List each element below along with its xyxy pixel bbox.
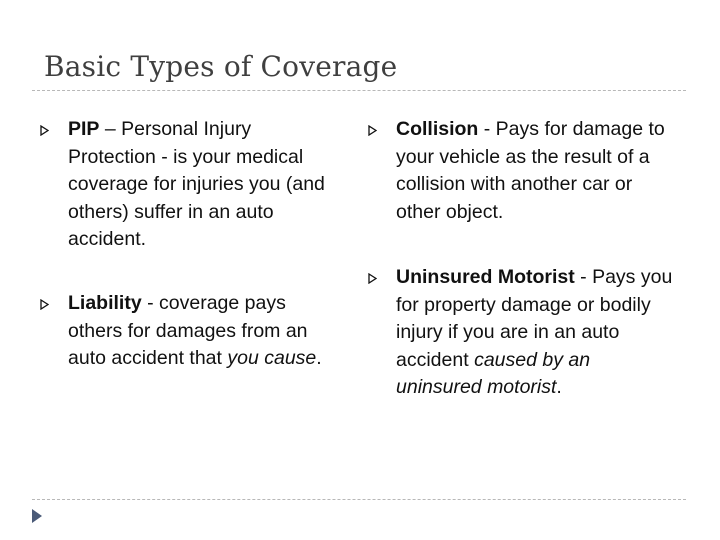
bullet-text xyxy=(396,264,680,402)
bullet-pip xyxy=(40,116,340,254)
bullet-text xyxy=(68,116,340,254)
bullet-text xyxy=(396,116,680,226)
bullet-description-end: . xyxy=(316,347,322,369)
play-nav-icon[interactable] xyxy=(31,508,43,529)
bullet-uninsured-motorist xyxy=(368,264,680,402)
bullet-arrow-icon xyxy=(40,116,68,136)
bullet-description: – Personal Injury Protection - is your medical coverage for injuries you (and others) suffer in an auto accident. xyxy=(68,118,325,250)
bullet-term: Liability xyxy=(68,292,142,314)
bullet-arrow-icon xyxy=(368,264,396,284)
bullet-emphasis: you cause xyxy=(227,347,317,369)
bullet-arrow-icon xyxy=(368,116,396,136)
bullet-collision xyxy=(368,116,680,226)
title-divider xyxy=(32,90,686,91)
bullet-description: - coverage pays others for damages from an auto accident that xyxy=(68,292,308,369)
bullet-text xyxy=(68,290,340,373)
bullet-term: Uninsured Motorist xyxy=(396,266,575,288)
slide-title: Basic Types of Coverage xyxy=(44,50,398,83)
bullet-description-end: . xyxy=(556,376,562,398)
bullet-liability xyxy=(40,290,340,373)
bullet-arrow-icon xyxy=(40,290,68,310)
bullet-description: - Pays you for property damage or bodily injury if you are in an auto accident xyxy=(396,266,673,371)
bullet-term: PIP xyxy=(68,118,100,140)
footer-divider xyxy=(32,499,686,500)
bullet-term: Collision xyxy=(396,118,479,140)
bullet-emphasis: caused by an uninsured motorist xyxy=(396,348,591,398)
bullet-description: - Pays for damage to your vehicle as the result of a collision with another car or other object. xyxy=(396,118,665,223)
